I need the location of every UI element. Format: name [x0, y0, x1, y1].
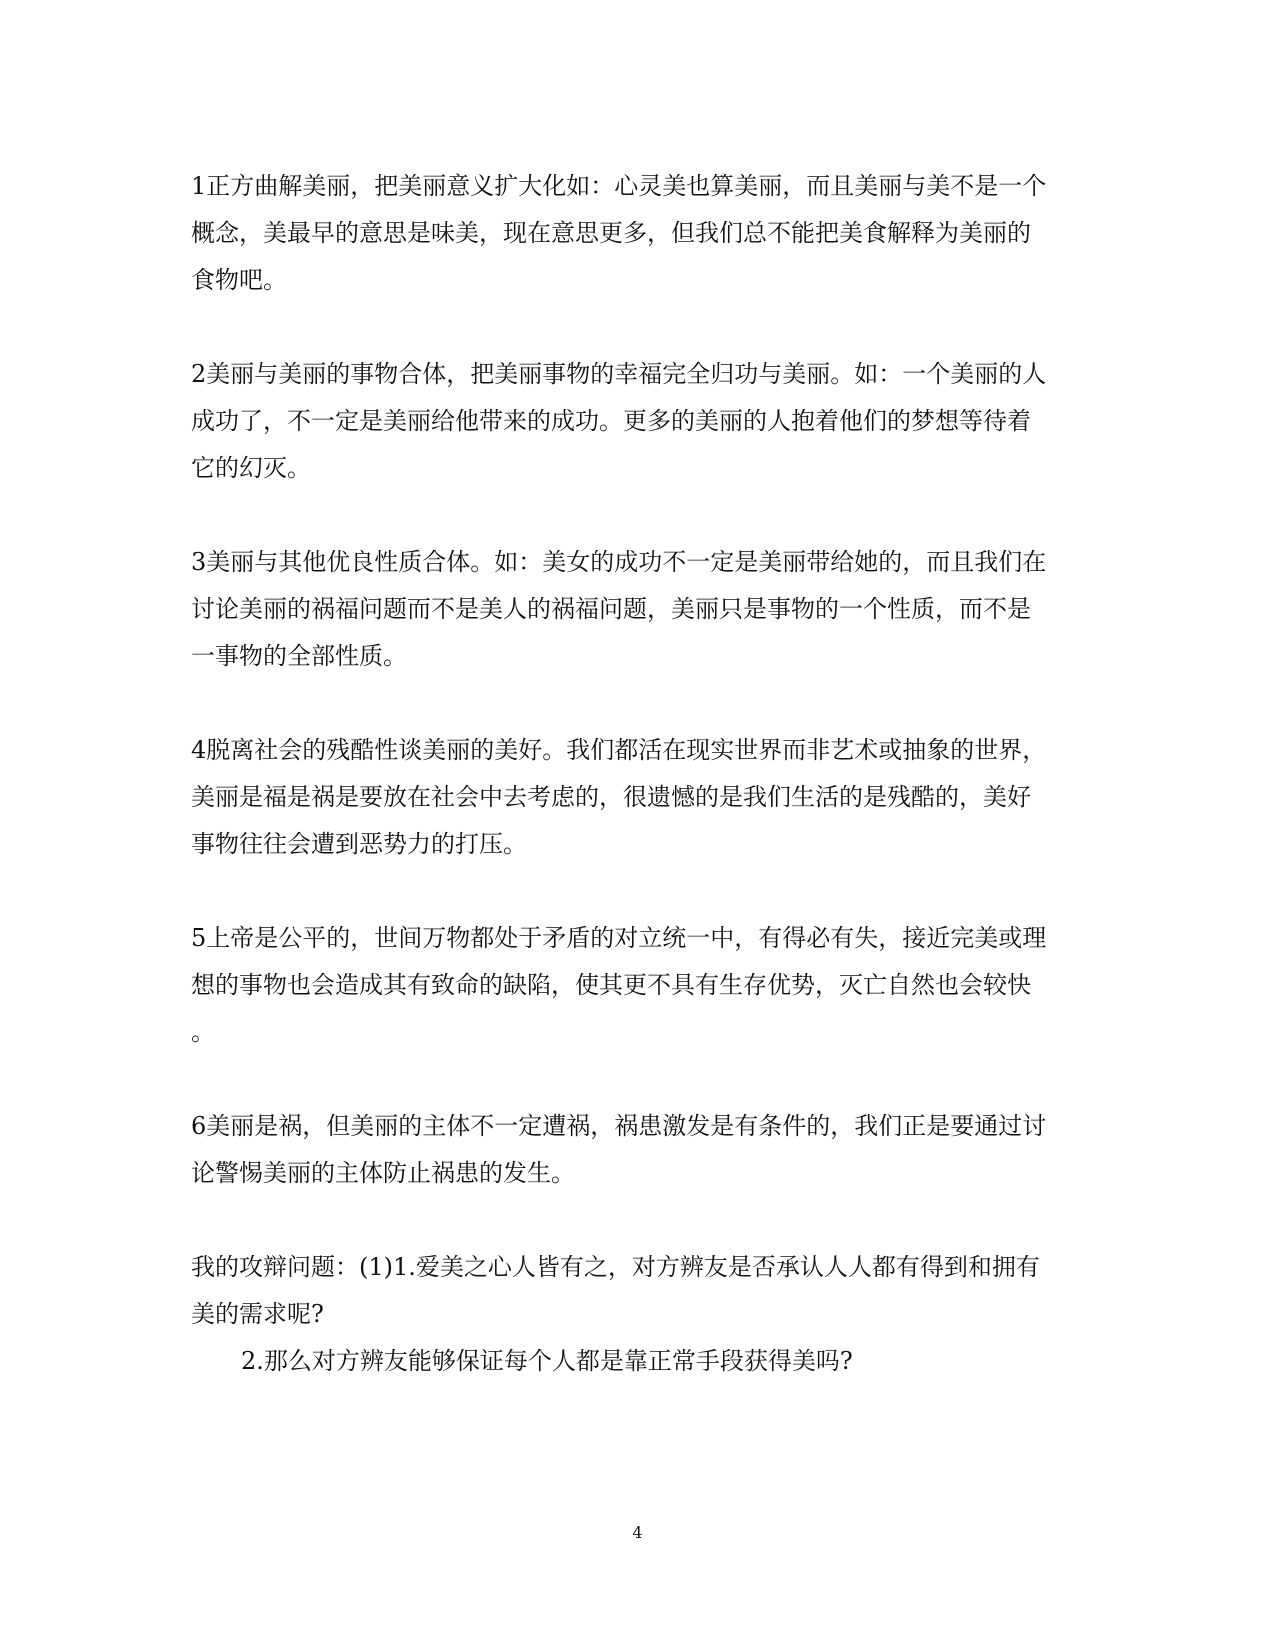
text-line: 美的需求呢?	[191, 1300, 324, 1328]
text-line: 论警惕美丽的主体防止祸患的发生。	[191, 1159, 575, 1187]
text-line: 一事物的全部性质。	[191, 642, 407, 670]
text-line: 讨论美丽的祸福问题而不是美人的祸福问题，美丽只是事物的一个性质，而不是	[191, 595, 1031, 623]
text-line: 5上帝是公平的，世间万物都处于矛盾的对立统一中，有得必有失，接近完美或理	[191, 924, 1047, 952]
text-line: 。	[191, 1018, 215, 1046]
paragraph-4	[191, 727, 1091, 868]
text-line: 6美丽是祸，但美丽的主体不一定遭祸，祸患激发是有条件的，我们正是要通过讨	[191, 1112, 1047, 1140]
text-line: 想的事物也会造成其有致命的缺陷，使其更不具有生存优势，灭亡自然也会较快	[191, 971, 1031, 999]
text-line: 2美丽与美丽的事物合体，把美丽事物的幸福完全归功与美丽。如：一个美丽的人	[191, 360, 1047, 388]
paragraph-2	[191, 351, 1091, 492]
page-number: 4	[632, 1523, 643, 1542]
text-line: 4脱离社会的残酷性谈美丽的美好。我们都活在现实世界而非艺术或抽象的世界，	[191, 736, 1047, 764]
paragraph-5	[191, 915, 1091, 1056]
text-line: 事物往往会遭到恶势力的打压。	[191, 830, 527, 858]
text-line: 食物吧。	[191, 266, 287, 294]
text-line: 它的幻灭。	[191, 454, 311, 482]
document-body	[191, 163, 1091, 1385]
text-line: 成功了，不一定是美丽给他带来的成功。更多的美丽的人抱着他们的梦想等待着	[191, 407, 1031, 435]
text-line: 1正方曲解美丽，把美丽意义扩大化如：心灵美也算美丽，而且美丽与美不是一个	[191, 172, 1047, 200]
paragraph-6	[191, 1103, 1091, 1197]
text-line: 我的攻辩问题：(1)1.爱美之心人皆有之，对方辨友是否承认人人都有得到和拥有	[191, 1253, 1040, 1281]
text-line: 3美丽与其他优良性质合体。如：美女的成功不一定是美丽带给她的，而且我们在	[191, 548, 1047, 576]
text-line: 概念，美最早的意思是味美，现在意思更多，但我们总不能把美食解释为美丽的	[191, 219, 1031, 247]
question-item-2: 2.那么对方辨友能够保证每个人都是靠正常手段获得美吗?	[241, 1347, 853, 1375]
paragraph-3	[191, 539, 1091, 680]
debate-questions	[191, 1244, 1091, 1385]
text-line: 美丽是福是祸是要放在社会中去考虑的，很遗憾的是我们生活的是残酷的，美好	[191, 783, 1031, 811]
paragraph-1	[191, 163, 1091, 304]
